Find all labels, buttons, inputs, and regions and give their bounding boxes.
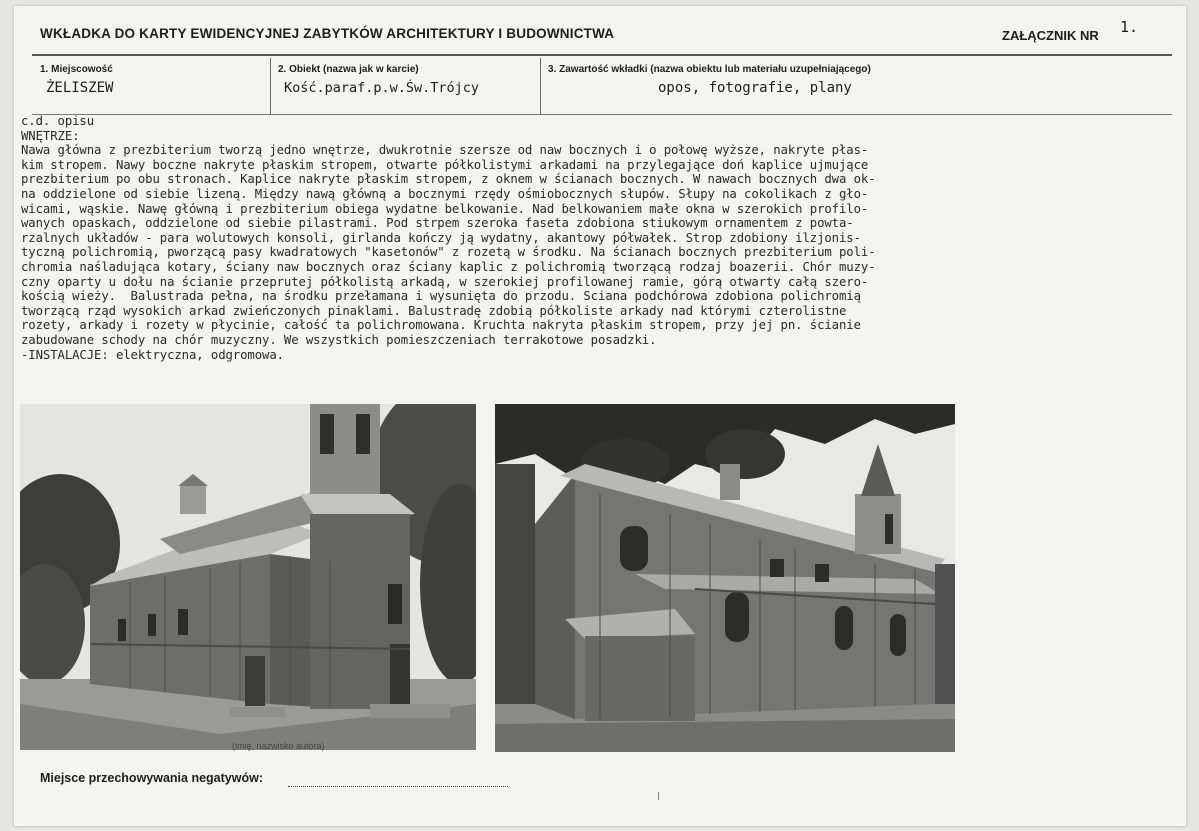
church-photo-front [20, 404, 476, 750]
field-contents [540, 58, 1172, 114]
description-line: kością wieży. Balustrada pełna, na środku przełamana i wysunięta do przodu. Sciana podchórowa zdobiona polichromią [21, 289, 861, 304]
description-line: wicami, wąskie. Nawę główną i prezbiterium obiega wydatne belkowanie. Nad belkowaniem małe okna w szerokich profilo- [21, 201, 869, 216]
field-object-value: Kość.paraf.p.w.Św.Trójcy [284, 80, 480, 96]
description-line: czny oparty u dołu na ścianie przeprutej półkolistą arkadą, w szerokiej profilowanej ramie, górą otwarty całą szero- [21, 274, 869, 289]
field-locality-label: 1. Miejscowość [40, 64, 113, 75]
field-object-label: 2. Obiekt (nazwa jak w karcie) [278, 64, 419, 75]
paper-mark [658, 792, 659, 800]
description-line: tworzącą rząd wysokich arkad zwieńczonych pinaklami. Balustradę zdobią półkoliste arkady nad którymi czterolistne [21, 303, 847, 318]
description-line: zabudowane schody na chór muzyczny. We wszystkich pomieszczeniach terrakotowe posadzki. [21, 332, 657, 347]
header-divider [32, 54, 1172, 56]
form-title: WKŁADKA DO KARTY EWIDENCYJNEJ ZABYTKÓW ARCHITEKTURY I BUDOWNICTWA [40, 26, 615, 41]
negatives-location-field[interactable] [288, 786, 508, 787]
description-text [21, 114, 1181, 362]
annex-label: ZAŁĄCZNIK NR [1002, 28, 1099, 43]
field-object [270, 58, 541, 114]
description-line: tyczną polichromią, pworzącą pasy kwadratowych "kasetonów" z rozetą w środku. Na ścianach bocznych prezbiterium poli- [21, 245, 876, 260]
description-line: Nawa główna z prezbiterium tworzą jedno wnętrze, dwukrotnie szersze od naw bocznych i o połowę wyższe, nakryte płas- [21, 143, 869, 158]
field-contents-value: opos, fotografie, plany [658, 80, 852, 96]
description-line: na oddzielone od siebie lizeną. Między nawą główną a bocznymi rzędy ośmiobocznych słupów. Słupy na cokolikach z gło- [21, 186, 869, 201]
description-line: rozety, arkady i rozety w płycinie, całość ta polichromowana. Kruchta nakryta płaskim stropem, przy jej pn. ścianie [21, 318, 861, 333]
description-line: chromia naśladująca kotary, ściany naw bocznych oraz ściany kaplic z polichromią tworzącą rodzaj boazerii. Chór muzy- [21, 259, 876, 274]
annex-number: 1. [1120, 18, 1139, 36]
field-locality-value: ŻELISZEW [46, 80, 114, 96]
form-fields-row [32, 58, 1172, 114]
description-line: rzalnych układów - para wolutowych konsoli, girlanda kończy ją wydatny, akantowy półwałek. Strop zdobiony ilzjonis- [21, 230, 861, 245]
description-line: prezbiterium po obu stronach. Kaplice nakryte płaskim stropem, z oknem w ścianach bocznych. W nawach bocznych dwa ok- [21, 172, 876, 187]
field-locality [32, 58, 271, 114]
negatives-location-label: Miejsce przechowywania negatywów: [40, 771, 263, 785]
description-line: WNĘTRZE: [21, 128, 80, 143]
description-line: c.d. opisu [21, 114, 95, 128]
church-photo-side [495, 404, 955, 752]
photo-author-caption: (imię, nazwisko autora) [232, 741, 325, 751]
description-line: -INSTALACJE: elektryczna, odgromowa. [21, 347, 284, 362]
field-contents-label: 3. Zawartość wkładki (nazwa obiektu lub materiału uzupełniającego) [548, 64, 871, 75]
description-line: wanych opaskach, oddzielone od siebie pilastrami. Pod strpem szeroka faseta zdobiona stiukowym ornamentem z powta- [21, 216, 854, 231]
description-line: kim stropem. Nawy boczne nakryte płaskim stropem, otwarte półkolistymi arkadami na przylegające doń kaplice ujmujące [21, 157, 869, 172]
